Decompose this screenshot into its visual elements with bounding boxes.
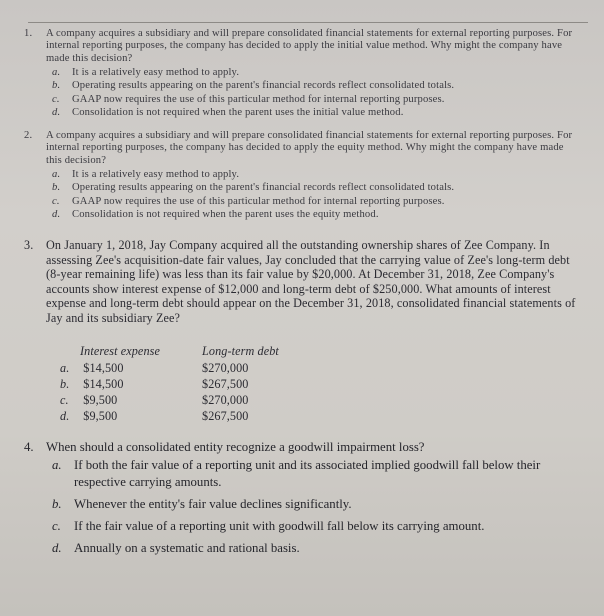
option-d [52,106,576,119]
option-letter: d. [52,208,61,220]
top-divider [28,22,588,23]
option-text: GAAP now requires the use of this particular method for internal reporting purposes. [72,195,445,207]
long-term-debt-value: $270,000 [202,360,249,375]
option-letter: b. [52,497,62,511]
option-a [52,457,576,491]
option-letter: b. [52,182,61,194]
option-letter: b. [52,80,61,92]
option-c [52,518,576,535]
option-b [52,496,576,513]
interest-expense-value: $14,500 [83,376,124,391]
option-d [52,540,576,557]
question-1 [24,28,576,119]
question-4 [24,439,576,562]
option-letter: a. [52,169,61,181]
option-letter: c. [52,93,60,105]
interest-expense-value: $9,500 [83,392,118,407]
option-letter: a. [52,67,61,79]
answer-table [60,344,279,424]
option-letter: d. [52,541,62,555]
interest-expense-value: $14,500 [83,360,124,375]
option-letter: a. [52,458,62,472]
question-3 [24,238,576,424]
option-text: Whenever the entity's fair value declines significantly. [74,497,352,511]
question-text: A company acquires a subsidiary and will prepare consolidated financial statements for external reporting purposes. For internal reporting purposes, the company has decided to apply the equity method. Why might the company have made this decision? [46,130,573,166]
option-text: Consolidation is not required when the parent uses the initial value method. [72,106,404,118]
option-text: If the fair value of a reporting unit with goodwill fall below its carrying amount. [74,519,485,533]
interest-expense-value: $9,500 [83,408,118,423]
question-number: 1. [24,28,33,39]
long-term-debt-value: $267,500 [202,376,249,391]
option-text: Annually on a systematic and rational basis. [74,541,300,555]
option-c [52,93,576,106]
question-number: 2. [24,130,33,141]
option-b [52,79,576,92]
option-text: It is a relatively easy method to apply. [72,169,240,181]
long-term-debt-header: Long-term debt [202,343,279,358]
option-d [52,208,576,221]
option-letter: a. [60,360,70,375]
option-text: GAAP now requires the use of this particular method for internal reporting purposes. [72,93,445,105]
option-list [52,66,576,119]
option-letter: b. [60,376,70,391]
option-letter: c. [52,195,60,207]
option-letter: c. [52,519,61,533]
long-term-debt-value: $267,500 [202,408,249,423]
question-number: 4. [24,440,34,454]
question-text: When should a consolidated entity recognize a goodwill impairment loss? [46,440,425,454]
question-2 [24,130,576,221]
option-text: Operating results appearing on the parent's financial records reflect consolidated totals. [72,182,455,194]
option-letter: d. [52,106,61,118]
question-text: On January 1, 2018, Jay Company acquired all the outstanding ownership shares of Zee Company. In assessing Zee's acquisition-date fair values, Jay concluded that the carrying value of Zee's long-term debt (8-year remaining life) was less than its fair value by $20,000. At December 31, 2018, Zee Company's accounts show interest expense of $12,000 and long-term debt of $250,000. What amounts of interest expense and long-term debt should appear on the December 31, 2018, consolidated financial statements of Jay and its subsidiary Zee? [46,238,576,325]
option-b [52,181,576,194]
question-number: 3. [24,238,34,252]
option-a [52,168,576,181]
option-a [52,66,576,79]
option-text: Operating results appearing on the parent's financial records reflect consolidated totals. [72,80,455,92]
long-term-debt-value: $270,000 [202,392,249,407]
table-row [60,360,279,376]
option-text: Consolidation is not required when the parent uses the equity method. [72,208,379,220]
option-list [52,168,576,221]
option-text: It is a relatively easy method to apply. [72,67,240,79]
table-row [60,392,279,408]
option-text: If both the fair value of a reporting unit and its associated implied goodwill fall below their respective carrying amounts. [74,458,541,489]
option-c [52,195,576,208]
option-list [52,457,576,557]
table-row [60,376,279,392]
answer-table-header [60,344,279,360]
table-row [60,408,279,424]
question-text: A company acquires a subsidiary and will prepare consolidated financial statements for external reporting purposes. For internal reporting purposes, the company has decided to apply the initial value method. Why might the company have made this decision? [46,28,573,64]
interest-expense-header: Interest expense [80,343,160,358]
option-letter: c. [60,392,69,407]
option-letter: d. [60,408,70,423]
